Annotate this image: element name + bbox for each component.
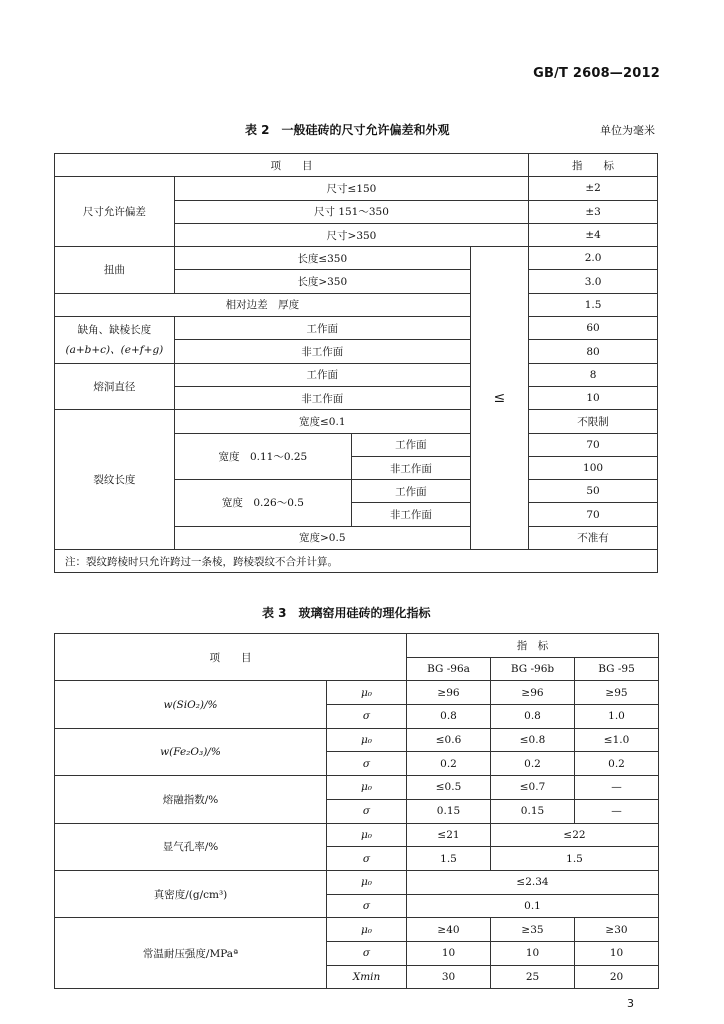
table3-label: 显气孔率/% — [55, 823, 327, 870]
table3-col-head: BG -95 — [575, 657, 659, 681]
table2-cell: 工作面 — [174, 317, 470, 340]
table3-cell: 0.8 — [407, 705, 491, 729]
table3-cell: ≥95 — [575, 681, 659, 705]
table2-cell: ±2 — [529, 177, 658, 200]
table3-cell: 0.1 — [407, 894, 659, 918]
table2-cell: 工作面 — [351, 433, 470, 456]
table3-cell: ≤0.7 — [491, 776, 575, 800]
table3-head-item: 项 目 — [55, 634, 407, 681]
table3-cell: ≤22 — [491, 823, 659, 847]
table3-col-head: BG -96a — [407, 657, 491, 681]
corner-label-2: (a+b+c)、(e+f+g) — [65, 343, 164, 356]
table2-cell: 70 — [529, 503, 658, 526]
table3-cell: 0.8 — [491, 705, 575, 729]
sigma-symbol: σ — [327, 799, 407, 823]
table3-head-index: 指 标 — [407, 634, 659, 658]
table2-cell: 工作面 — [351, 480, 470, 503]
table3-col-head: BG -96b — [491, 657, 575, 681]
table3 — [54, 633, 659, 989]
table2-note: 注：裂纹跨棱时只允许跨过一条棱，跨棱裂纹不合并计算。 — [55, 550, 658, 573]
table2-cell: 50 — [529, 480, 658, 503]
table2 — [54, 153, 658, 573]
table2-unit: 单位为毫米 — [600, 124, 655, 137]
table2-cell: 工作面 — [174, 363, 470, 386]
table3-cell: 30 — [407, 965, 491, 989]
table3-cell: 0.2 — [407, 752, 491, 776]
table2-cell-corner — [55, 317, 175, 364]
table2-cell: 80 — [529, 340, 658, 363]
table3-cell: ≤0.6 — [407, 728, 491, 752]
table2-cell: 宽度>0.5 — [174, 526, 470, 549]
table2-cell: 不限制 — [529, 410, 658, 433]
table3-label: 熔融指数/% — [55, 776, 327, 823]
table3-cell: — — [575, 776, 659, 800]
table2-cell: 尺寸≤150 — [174, 177, 528, 200]
table2-cell: 扭曲 — [55, 247, 175, 294]
table3-cell: 20 — [575, 965, 659, 989]
table3-cell: ≥40 — [407, 918, 491, 942]
table2-cell: 60 — [529, 317, 658, 340]
table3-cell: ≥96 — [491, 681, 575, 705]
table3-cell: ≤0.5 — [407, 776, 491, 800]
sigma-symbol: σ — [327, 941, 407, 965]
table2-cell: 尺寸 151～350 — [174, 200, 528, 223]
table3-cell: 25 — [491, 965, 575, 989]
table3-cell: 1.0 — [575, 705, 659, 729]
table3-cell: 1.5 — [407, 847, 491, 871]
mu-symbol: μ₀ — [327, 681, 407, 705]
mu-symbol: μ₀ — [327, 776, 407, 800]
table2-cell: 非工作面 — [351, 503, 470, 526]
table2-cell: 宽度 0.11～0.25 — [174, 433, 351, 480]
table3-cell: ≤2.34 — [407, 870, 659, 894]
table2-cell: 尺寸允许偏差 — [55, 177, 175, 247]
table3-label: w(Fe₂O₃)/% — [55, 728, 327, 775]
mu-symbol: μ₀ — [327, 870, 407, 894]
table3-cell: ≤0.8 — [491, 728, 575, 752]
table2-cell: 非工作面 — [174, 340, 470, 363]
table2-cell: 长度≤350 — [174, 247, 470, 270]
table3-label: w(SiO₂)/% — [55, 681, 327, 728]
table2-cell: 8 — [529, 363, 658, 386]
table3-cell: 0.2 — [491, 752, 575, 776]
table2-cell: 宽度 0.26～0.5 — [174, 480, 351, 527]
table3-cell: ≥35 — [491, 918, 575, 942]
table3-cell: ≤1.0 — [575, 728, 659, 752]
table2-cell: 100 — [529, 456, 658, 479]
table2-cell: ±4 — [529, 223, 658, 246]
table2-head-index: 指 标 — [529, 154, 658, 177]
sigma-symbol: σ — [327, 894, 407, 918]
table3-cell: — — [575, 799, 659, 823]
mu-symbol: μ₀ — [327, 823, 407, 847]
table3-cell: 10 — [575, 941, 659, 965]
table2-cell: 10 — [529, 386, 658, 409]
table3-caption: 表 3 玻璃窑用硅砖的理化指标 — [262, 606, 431, 620]
table2-head-item: 项 目 — [55, 154, 529, 177]
table3-cell: ≥96 — [407, 681, 491, 705]
table3-cell: ≥30 — [575, 918, 659, 942]
page-number: 3 — [627, 997, 634, 1010]
sigma-symbol: σ — [327, 705, 407, 729]
table2-cell: 宽度≤0.1 — [174, 410, 470, 433]
table3-cell: ≤21 — [407, 823, 491, 847]
table2-cell: 非工作面 — [351, 456, 470, 479]
table2-cell: 尺寸>350 — [174, 223, 528, 246]
table2-cell: 相对边差 厚度 — [55, 293, 471, 316]
table2-cell: 3.0 — [529, 270, 658, 293]
table2-cell: 熔洞直径 — [55, 363, 175, 410]
table2-cell: 2.0 — [529, 247, 658, 270]
xmin-symbol: Xmin — [327, 965, 407, 989]
table3-cell: 0.15 — [407, 799, 491, 823]
table2-cell: 不准有 — [529, 526, 658, 549]
table2-cell: 非工作面 — [174, 386, 470, 409]
table2-caption: 表 2 一般硅砖的尺寸允许偏差和外观 — [245, 123, 450, 137]
corner-label-1: 缺角、缺棱长度 — [77, 323, 152, 336]
table3-label: 常温耐压强度/MPaª — [55, 918, 327, 989]
table3-label: 真密度/(g/cm³) — [55, 870, 327, 917]
standard-code: GB/T 2608—2012 — [533, 66, 660, 81]
table3-cell: 0.2 — [575, 752, 659, 776]
sigma-symbol: σ — [327, 847, 407, 871]
mu-symbol: μ₀ — [327, 918, 407, 942]
table3-cell: 1.5 — [491, 847, 659, 871]
table3-cell: 10 — [491, 941, 575, 965]
sigma-symbol: σ — [327, 752, 407, 776]
table3-cell: 10 — [407, 941, 491, 965]
table2-cell: 长度>350 — [174, 270, 470, 293]
table2-cell: 1.5 — [529, 293, 658, 316]
table2-cell: 裂纹长度 — [55, 410, 175, 550]
mu-symbol: μ₀ — [327, 728, 407, 752]
table2-cell: ±3 — [529, 200, 658, 223]
table2-cell: 70 — [529, 433, 658, 456]
le-symbol: ≤ — [470, 247, 528, 550]
table3-cell: 0.15 — [491, 799, 575, 823]
